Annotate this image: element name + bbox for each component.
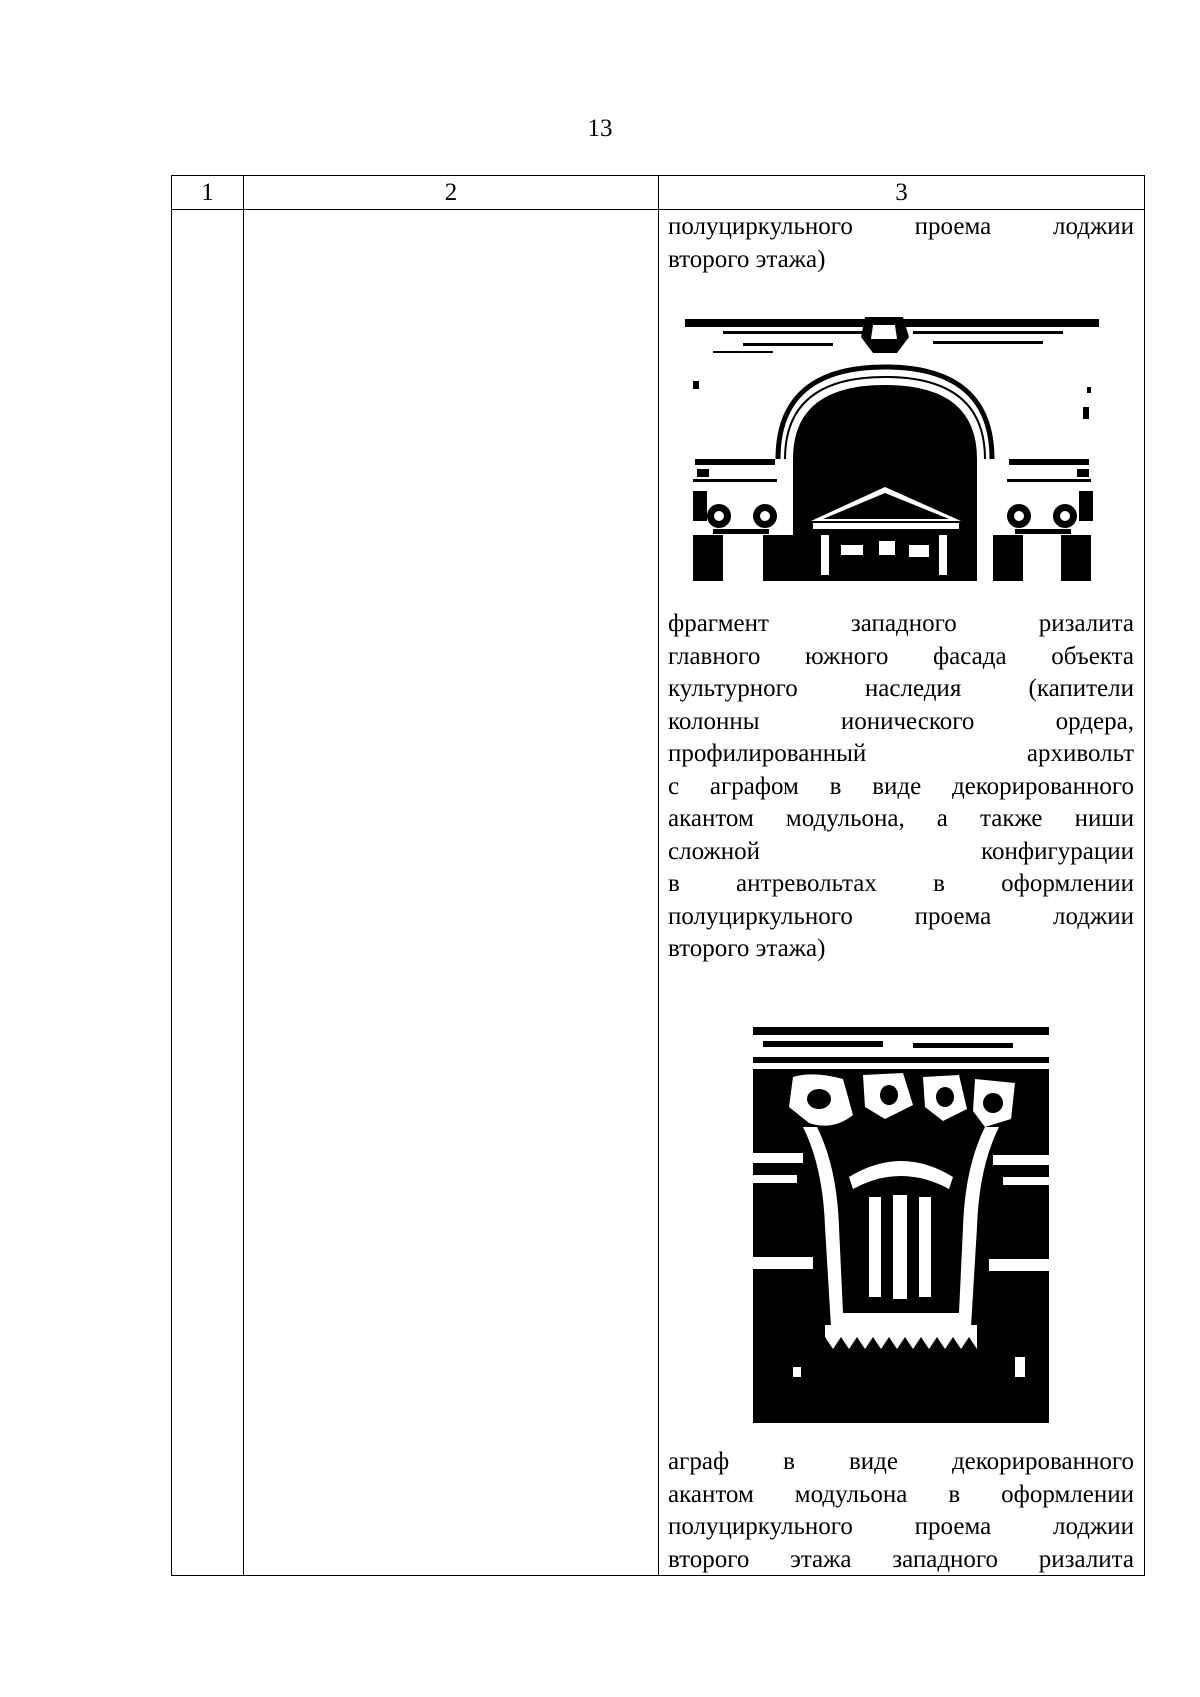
text-line: профилированный архивольт [668,740,1134,767]
text-line: полуциркульного проема лоджии [668,1513,1134,1540]
text-line: колонны ионического ордера, [668,707,1134,735]
text-line: второго этажа западного ризалита [668,1545,1134,1573]
modillion-photo [753,1027,1049,1423]
text-line: полуциркульного проема лоджии [668,213,1134,240]
text-line: фрагмент западного ризалита [668,610,1134,637]
column-header-1: 1 [201,179,214,206]
text-line: акантом модульона в оформлении [668,1480,1134,1508]
text-line: главного южного фасада объекта [668,642,1134,670]
caption-west-risalit [668,608,1134,966]
text-line: в антревольтах в оформлении [668,870,1134,897]
text-line: аграф в виде декорированного [668,1448,1134,1475]
caption-continuation [668,211,1134,276]
text-line: второго этажа) [668,935,826,962]
column-divider [243,176,244,1575]
text-line: второго этажа) [668,245,826,273]
column-divider [658,176,659,1575]
text-line: культурного наследия (капители [668,675,1134,702]
text-line: сложной конфигурации [668,837,1134,865]
header-divider [172,209,1144,210]
page-number: 13 [587,115,613,142]
caption-agraf [668,1446,1134,1576]
column-header-2: 2 [444,179,458,206]
loggia-arch-photo [683,309,1101,581]
text-line: полуциркульного проема лоджии [668,902,1134,930]
text-line: с аграфом в виде декорированного [668,772,1134,800]
column-header-3: 3 [895,179,908,206]
text-line: акантом модульона, а также ниши [668,805,1134,832]
document-table [171,175,1145,1576]
